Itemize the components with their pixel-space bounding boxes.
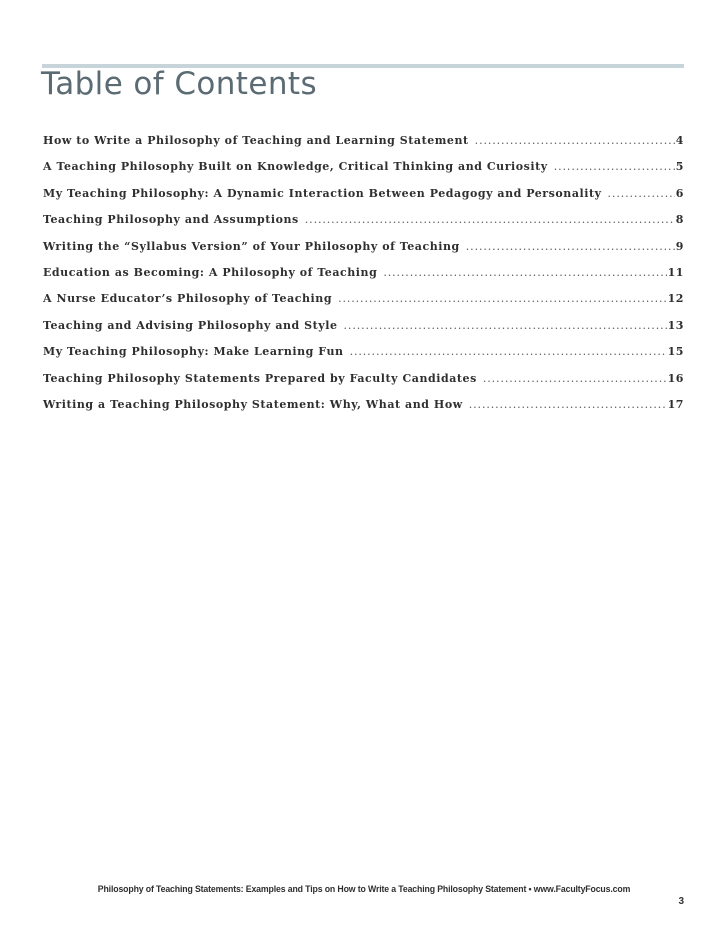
toc-entry[interactable] bbox=[43, 160, 684, 186]
dot-leader bbox=[608, 187, 675, 200]
dot-leader bbox=[350, 345, 667, 358]
toc-entry-title: Teaching and Advising Philosophy and Style bbox=[43, 318, 338, 332]
page-footer: Philosophy of Teaching Statements: Examples and Tips on How to Write a Teaching Philosophy Statement • www.FacultyFocus.com bbox=[97, 884, 631, 895]
toc-entry-page: 16 bbox=[667, 371, 684, 385]
toc-entry-title: A Teaching Philosophy Built on Knowledge, Critical Thinking and Curiosity bbox=[43, 160, 548, 174]
toc-list bbox=[43, 134, 684, 424]
dot-leader bbox=[469, 398, 667, 411]
dot-leader bbox=[305, 213, 675, 226]
dot-leader bbox=[475, 134, 675, 147]
toc-entry-page: 17 bbox=[667, 397, 684, 411]
toc-entry-page: 15 bbox=[667, 345, 684, 359]
toc-entry-page: 4 bbox=[675, 134, 684, 147]
toc-entry-title: Teaching Philosophy and Assumptions bbox=[43, 213, 299, 227]
toc-entry-title: My Teaching Philosophy: Make Learning Fun bbox=[43, 345, 344, 359]
toc-entry-page: 9 bbox=[675, 239, 684, 253]
toc-entry-title: Writing a Teaching Philosophy Statement: Why, What and How bbox=[43, 397, 463, 411]
page-title: Table of Contents bbox=[41, 66, 317, 102]
dot-leader bbox=[344, 319, 667, 332]
toc-entry-page: 6 bbox=[675, 186, 684, 200]
toc-entry-title: Teaching Philosophy Statements Prepared by Faculty Candidates bbox=[43, 371, 477, 385]
toc-entry[interactable] bbox=[43, 213, 684, 239]
toc-entry[interactable] bbox=[43, 398, 684, 424]
toc-entry[interactable] bbox=[43, 134, 684, 160]
dot-leader bbox=[483, 372, 667, 385]
toc-entry-page: 13 bbox=[667, 318, 684, 332]
toc-entry[interactable] bbox=[43, 319, 684, 345]
dot-leader bbox=[554, 160, 675, 173]
toc-entry[interactable] bbox=[43, 372, 684, 398]
toc-entry-title: Education as Becoming: A Philosophy of Teaching bbox=[43, 265, 378, 279]
toc-entry[interactable] bbox=[43, 240, 684, 266]
toc-entry-title: A Nurse Educator’s Philosophy of Teaching bbox=[43, 292, 333, 306]
toc-entry-title: Writing the “Syllabus Version” of Your Philosophy of Teaching bbox=[43, 239, 460, 253]
toc-entry-page: 5 bbox=[675, 160, 684, 174]
dot-leader bbox=[466, 240, 675, 253]
toc-entry[interactable] bbox=[43, 345, 684, 371]
dot-leader bbox=[338, 292, 667, 305]
toc-entry-page: 8 bbox=[675, 213, 684, 227]
toc-entry-title: How to Write a Philosophy of Teaching and Learning Statement bbox=[43, 134, 469, 147]
toc-entry[interactable] bbox=[43, 266, 684, 292]
page-number: 3 bbox=[678, 896, 684, 907]
dot-leader bbox=[383, 266, 666, 279]
toc-entry-page: 11 bbox=[667, 265, 684, 279]
toc-entry[interactable] bbox=[43, 187, 684, 213]
toc-entry-page: 12 bbox=[667, 292, 684, 306]
toc-entry[interactable] bbox=[43, 292, 684, 318]
toc-entry-title: My Teaching Philosophy: A Dynamic Interaction Between Pedagogy and Personality bbox=[43, 186, 602, 200]
